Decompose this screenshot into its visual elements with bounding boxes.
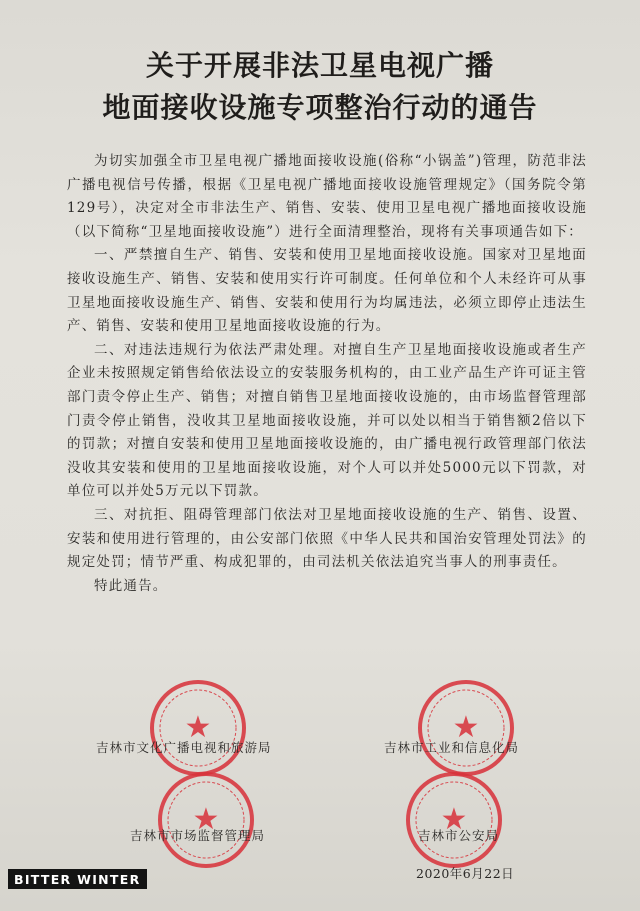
police-bureau-seal-icon	[406, 772, 502, 868]
watermark-label: BITTER WINTER	[8, 869, 147, 889]
closing-line: 特此通告。	[94, 577, 168, 594]
seal-star-icon: ★	[440, 802, 468, 837]
notice-title-line-2: 地面接收设施专项整治行动的通告	[102, 91, 538, 124]
notice-date: 2020年6月22日	[416, 866, 515, 881]
culture-bureau-seal-icon	[150, 680, 246, 776]
seal-star-icon: ★	[192, 802, 220, 837]
notice-body	[67, 150, 587, 598]
intro-paragraph: 为切实加强全市卫星电视广播地面接收设施(俗称“小锅盖”)管理，防范非法广播电视信号传播，根据《卫星电视广播地面接收设施管理规定》（国务院令第129号），决定对全市非法生产、销售、安装、使用卫星电视广播地面接收设施（以下简称“卫星地面接收设施”）进行全面清理整治，现将有关事项通告如下：	[67, 153, 587, 240]
industry-bureau-seal-icon	[418, 680, 514, 776]
seal-star-icon: ★	[184, 710, 212, 745]
issuer-culture-bureau: 吉林市文化广播电视和旅游局	[96, 740, 272, 755]
clause-two-paragraph: 二、对违法违规行为依法严肃处理。对擅自生产卫星地面接收设施或者生产企业未按照规定销售给依法设立的安装服务机构的，由工业产品生产许可证主管部门责令停止生产、销售；对擅自销售卫星地面接收设施的，由市场监督管理部门责令停止销售，没收其卫星地面接收设施，并可以处以相当于销售额2倍以下的罚款；对擅自安装和使用卫星地面接收设施的，由广播电视行政管理部门依法没收其安装和使用的卫星地面接收设施，对个人可以并处5000元以下罚款，对单位可以并处5万元以下罚款。	[67, 341, 587, 500]
market-bureau-seal-icon	[158, 772, 254, 868]
issuer-market-bureau: 吉林市市场监督管理局	[130, 828, 266, 843]
seal-star-icon: ★	[452, 710, 480, 745]
clause-three-paragraph: 三、对抗拒、阻碍管理部门依法对卫星地面接收设施的生产、销售、设置、安装和使用进行管理的，由公安部门依照《中华人民共和国治安管理处罚法》的规定处罚；情节严重、构成犯罪的，由司法机关依法追究当事人的刑事责任。	[67, 506, 587, 571]
issuer-police-bureau: 吉林市公安局	[418, 828, 500, 843]
notice-title-line-1: 关于开展非法卫星电视广播	[145, 49, 494, 82]
clause-one-paragraph: 一、严禁擅自生产、销售、安装和使用卫星地面接收设施。国家对卫星地面接收设施生产、销售、安装和使用实行许可制度。任何单位和个人未经许可从事卫星地面接收设施生产、销售、安装和使用行为均属违法，必须立即停止违法生产、销售、安装和使用卫星地面接收设施的行为。	[67, 247, 587, 335]
issuer-industry-bureau: 吉林市工业和信息化局	[384, 740, 520, 755]
